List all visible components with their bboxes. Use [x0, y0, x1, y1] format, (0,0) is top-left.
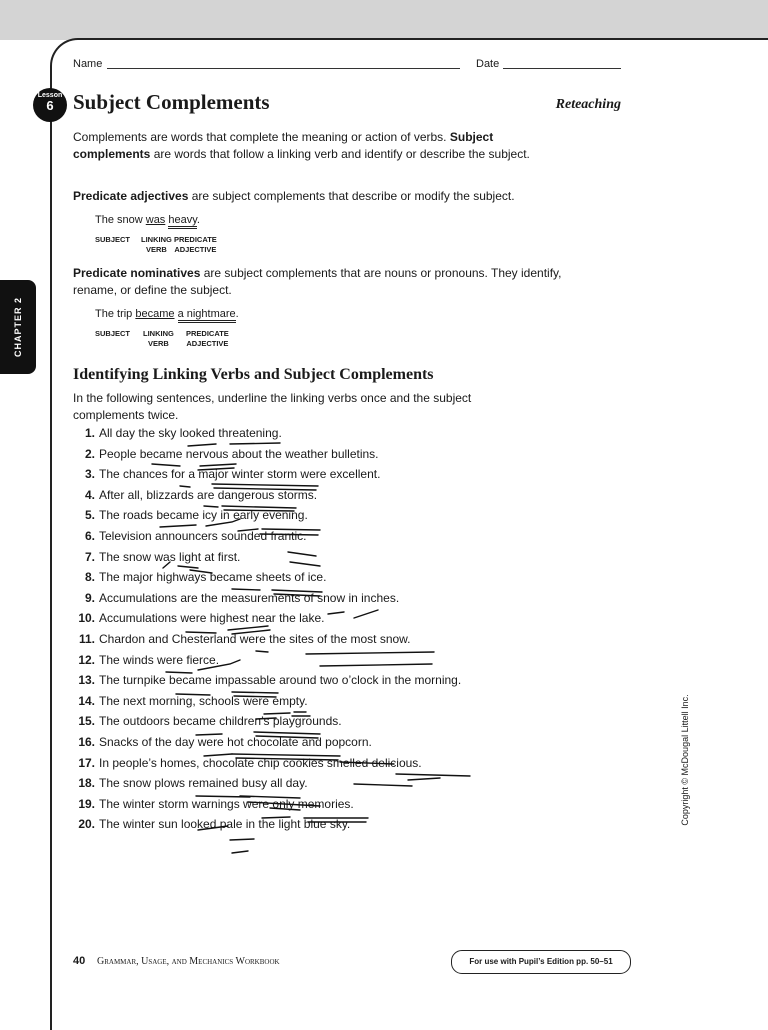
exercise-item-number: 3. [84, 467, 95, 482]
pen-mark [163, 562, 198, 568]
example1-verb: was [145, 214, 166, 226]
page-number: 40 [73, 955, 86, 967]
example1-subject: The snow [95, 214, 146, 226]
label-line: VERB [148, 339, 169, 348]
pen-mark [292, 712, 310, 716]
pen-mark [204, 506, 218, 507]
pen-mark [260, 529, 320, 535]
exercise-item-text: After all, blizzards are dangerous storms. [99, 487, 318, 502]
exercise-item-number: 2. [84, 446, 95, 461]
pen-mark [228, 626, 270, 634]
pen-mark [186, 632, 216, 633]
pupil-edition-box: For use with Pupil’s Edition pp. 50–51 [451, 950, 631, 974]
pen-mark [354, 784, 412, 786]
exercise-item-number: 10. [78, 611, 95, 626]
example1-period: . [196, 214, 200, 226]
exercise-item-number: 7. [84, 549, 95, 564]
pen-mark [196, 796, 300, 798]
exercise-item-number: 16. [78, 735, 95, 749]
pen-mark [176, 694, 210, 695]
predicate-nominatives-def: are subject complements that are nouns or pronouns. They identify, rename, or define the subject. [73, 266, 562, 297]
pen-mark [152, 464, 180, 466]
exercise-item-text: The next morning, schools were empty. [99, 693, 308, 708]
exercise-item-number: 19. [78, 796, 95, 811]
exercise-item-text: The outdoors became children’s playgrounds. [99, 714, 342, 729]
pen-mark [204, 754, 232, 756]
pen-mark [306, 652, 434, 666]
lesson-number: 6 [46, 98, 54, 113]
pen-mark [254, 718, 320, 738]
copyright-notice: Copyright © McDougal Littell Inc. [680, 694, 690, 826]
exercise-item-number: 17. [78, 755, 95, 770]
exercise-item-number: 20. [78, 817, 95, 832]
pen-mark [190, 570, 212, 573]
exercise-item-text: Snacks of the day were hot chocolate and popcorn. [99, 735, 372, 749]
pen-mark [198, 660, 240, 670]
page-title: Subject Complements [73, 90, 270, 114]
example2-period: . [235, 308, 239, 320]
pen-mark [166, 672, 192, 673]
exercise-instructions: In the following sentences, underline the linking verbs once and the subject complements twice. [73, 391, 472, 422]
exercise-item-number: 18. [78, 776, 95, 791]
exercise-item-text: The chances for a major winter storm were excellent. [99, 467, 381, 482]
exercise-item-number: 6. [84, 529, 95, 543]
chapter-tab-label: CHAPTER 2 [13, 296, 23, 358]
exercise-item-text: The snow plows remained busy all day. [99, 776, 308, 791]
label-line: PREDICATE [186, 329, 229, 338]
exercise-item-number: 12. [78, 652, 95, 667]
exercise-item-text: The major highways became sheets of ice. [99, 570, 327, 585]
intro-bold-term: Subject complements [73, 130, 494, 161]
exercise-item-number: 4. [84, 487, 95, 502]
exercise-item-text: The turnpike became impassable around two o’clock in the morning. [99, 673, 462, 688]
pen-mark [340, 762, 394, 764]
label-line: LINKING [141, 235, 172, 244]
example2-verb: became [135, 308, 175, 320]
example2-label-subject: SUBJECT [95, 329, 131, 338]
exercise-item-number: 5. [84, 508, 95, 523]
pen-mark [206, 519, 240, 526]
exercise-item-number: 14. [78, 693, 95, 708]
exercise-item-text: The winter storm warnings were only memories. [99, 796, 354, 811]
chapter-tab [0, 280, 36, 374]
exercise-item-number: 1. [84, 426, 95, 440]
pen-mark [198, 464, 236, 470]
pen-mark [272, 590, 322, 596]
pen-mark [230, 839, 254, 853]
pen-mark [304, 818, 368, 822]
label-line: LINKING [143, 329, 174, 338]
pen-mark [264, 713, 290, 714]
exercise-item-text: The roads became icy in early evening. [99, 508, 308, 523]
pen-mark [180, 486, 190, 487]
pen-mark [288, 552, 320, 566]
exercise-item-text: Television announcers sounded frantic. [99, 529, 307, 543]
pen-mark [198, 826, 228, 830]
lesson-word: Lesson [37, 92, 63, 99]
exercise-heading: Identifying Linking Verbs and Subject Complements [73, 366, 434, 383]
exercise-item-text: Accumulations are the measurements of snow in inches. [99, 590, 400, 605]
exercise-item-number: 9. [84, 590, 95, 605]
exercise-item-text: All day the sky looked threatening. [99, 426, 282, 440]
pen-mark [238, 529, 258, 531]
pen-mark [230, 443, 280, 444]
pen-mark [232, 589, 260, 590]
exercise-item-text: In people’s homes, chocolate chip cookies smelled delicious. [99, 755, 422, 770]
exercise-item-text: The winds were fierce. [99, 652, 220, 667]
intro-text: Complements are words that complete the meaning or action of verbs. [73, 130, 450, 144]
pen-mark [262, 817, 290, 818]
pen-mark [256, 651, 268, 652]
exercise-item-text: Chardon and Chesterland were the sites of the most snow. [99, 632, 411, 646]
label-line: ADJECTIVE [174, 245, 217, 254]
exercise-item-number: 15. [78, 714, 95, 729]
predicate-adjectives-def: are subject complements that describe or modify the subject. [188, 189, 515, 203]
exercise-item-number: 8. [84, 570, 95, 585]
exercise-item-number: 11. [78, 632, 95, 646]
book-title: Grammar, Usage, and Mechanics Workbook [97, 956, 280, 967]
pen-mark [222, 506, 296, 511]
example1-complement: heavy [168, 214, 197, 229]
example2-complement: a nightmare [178, 308, 236, 323]
exercise-item-text: The winter sun looked pale in the light blue sky. [99, 817, 351, 832]
exercise-item-number: 13. [78, 673, 95, 688]
date-label: Date [476, 58, 500, 70]
label-line: PREDICATE [174, 235, 217, 244]
intro-text-cont: are words that follow a linking verb and identify or describe the subject. [150, 146, 530, 161]
name-label: Name [73, 58, 103, 70]
pen-mark [160, 525, 196, 527]
pen-mark [232, 692, 278, 697]
pen-mark [196, 734, 222, 735]
example2-subject: The trip [95, 308, 136, 320]
exercise-item-text: Accumulations were highest near the lake. [99, 611, 325, 626]
predicate-nominatives-term: Predicate nominatives [73, 266, 201, 280]
label-line: VERB [146, 245, 167, 254]
pen-mark [328, 610, 378, 618]
pen-mark [188, 444, 216, 446]
predicate-adjectives-term: Predicate adjectives [73, 189, 189, 203]
example1-label-subject: SUBJECT [95, 235, 131, 244]
label-line: ADJECTIVE [186, 339, 229, 348]
page-subtitle: Reteaching [555, 97, 621, 112]
pen-mark [396, 774, 470, 780]
exercise-item-text: People became nervous about the weather bulletins. [99, 446, 379, 461]
pen-mark [232, 754, 340, 760]
pen-mark [212, 484, 318, 490]
exercise-item-text: The snow was light at first. [99, 549, 241, 564]
pen-mark [248, 802, 320, 810]
